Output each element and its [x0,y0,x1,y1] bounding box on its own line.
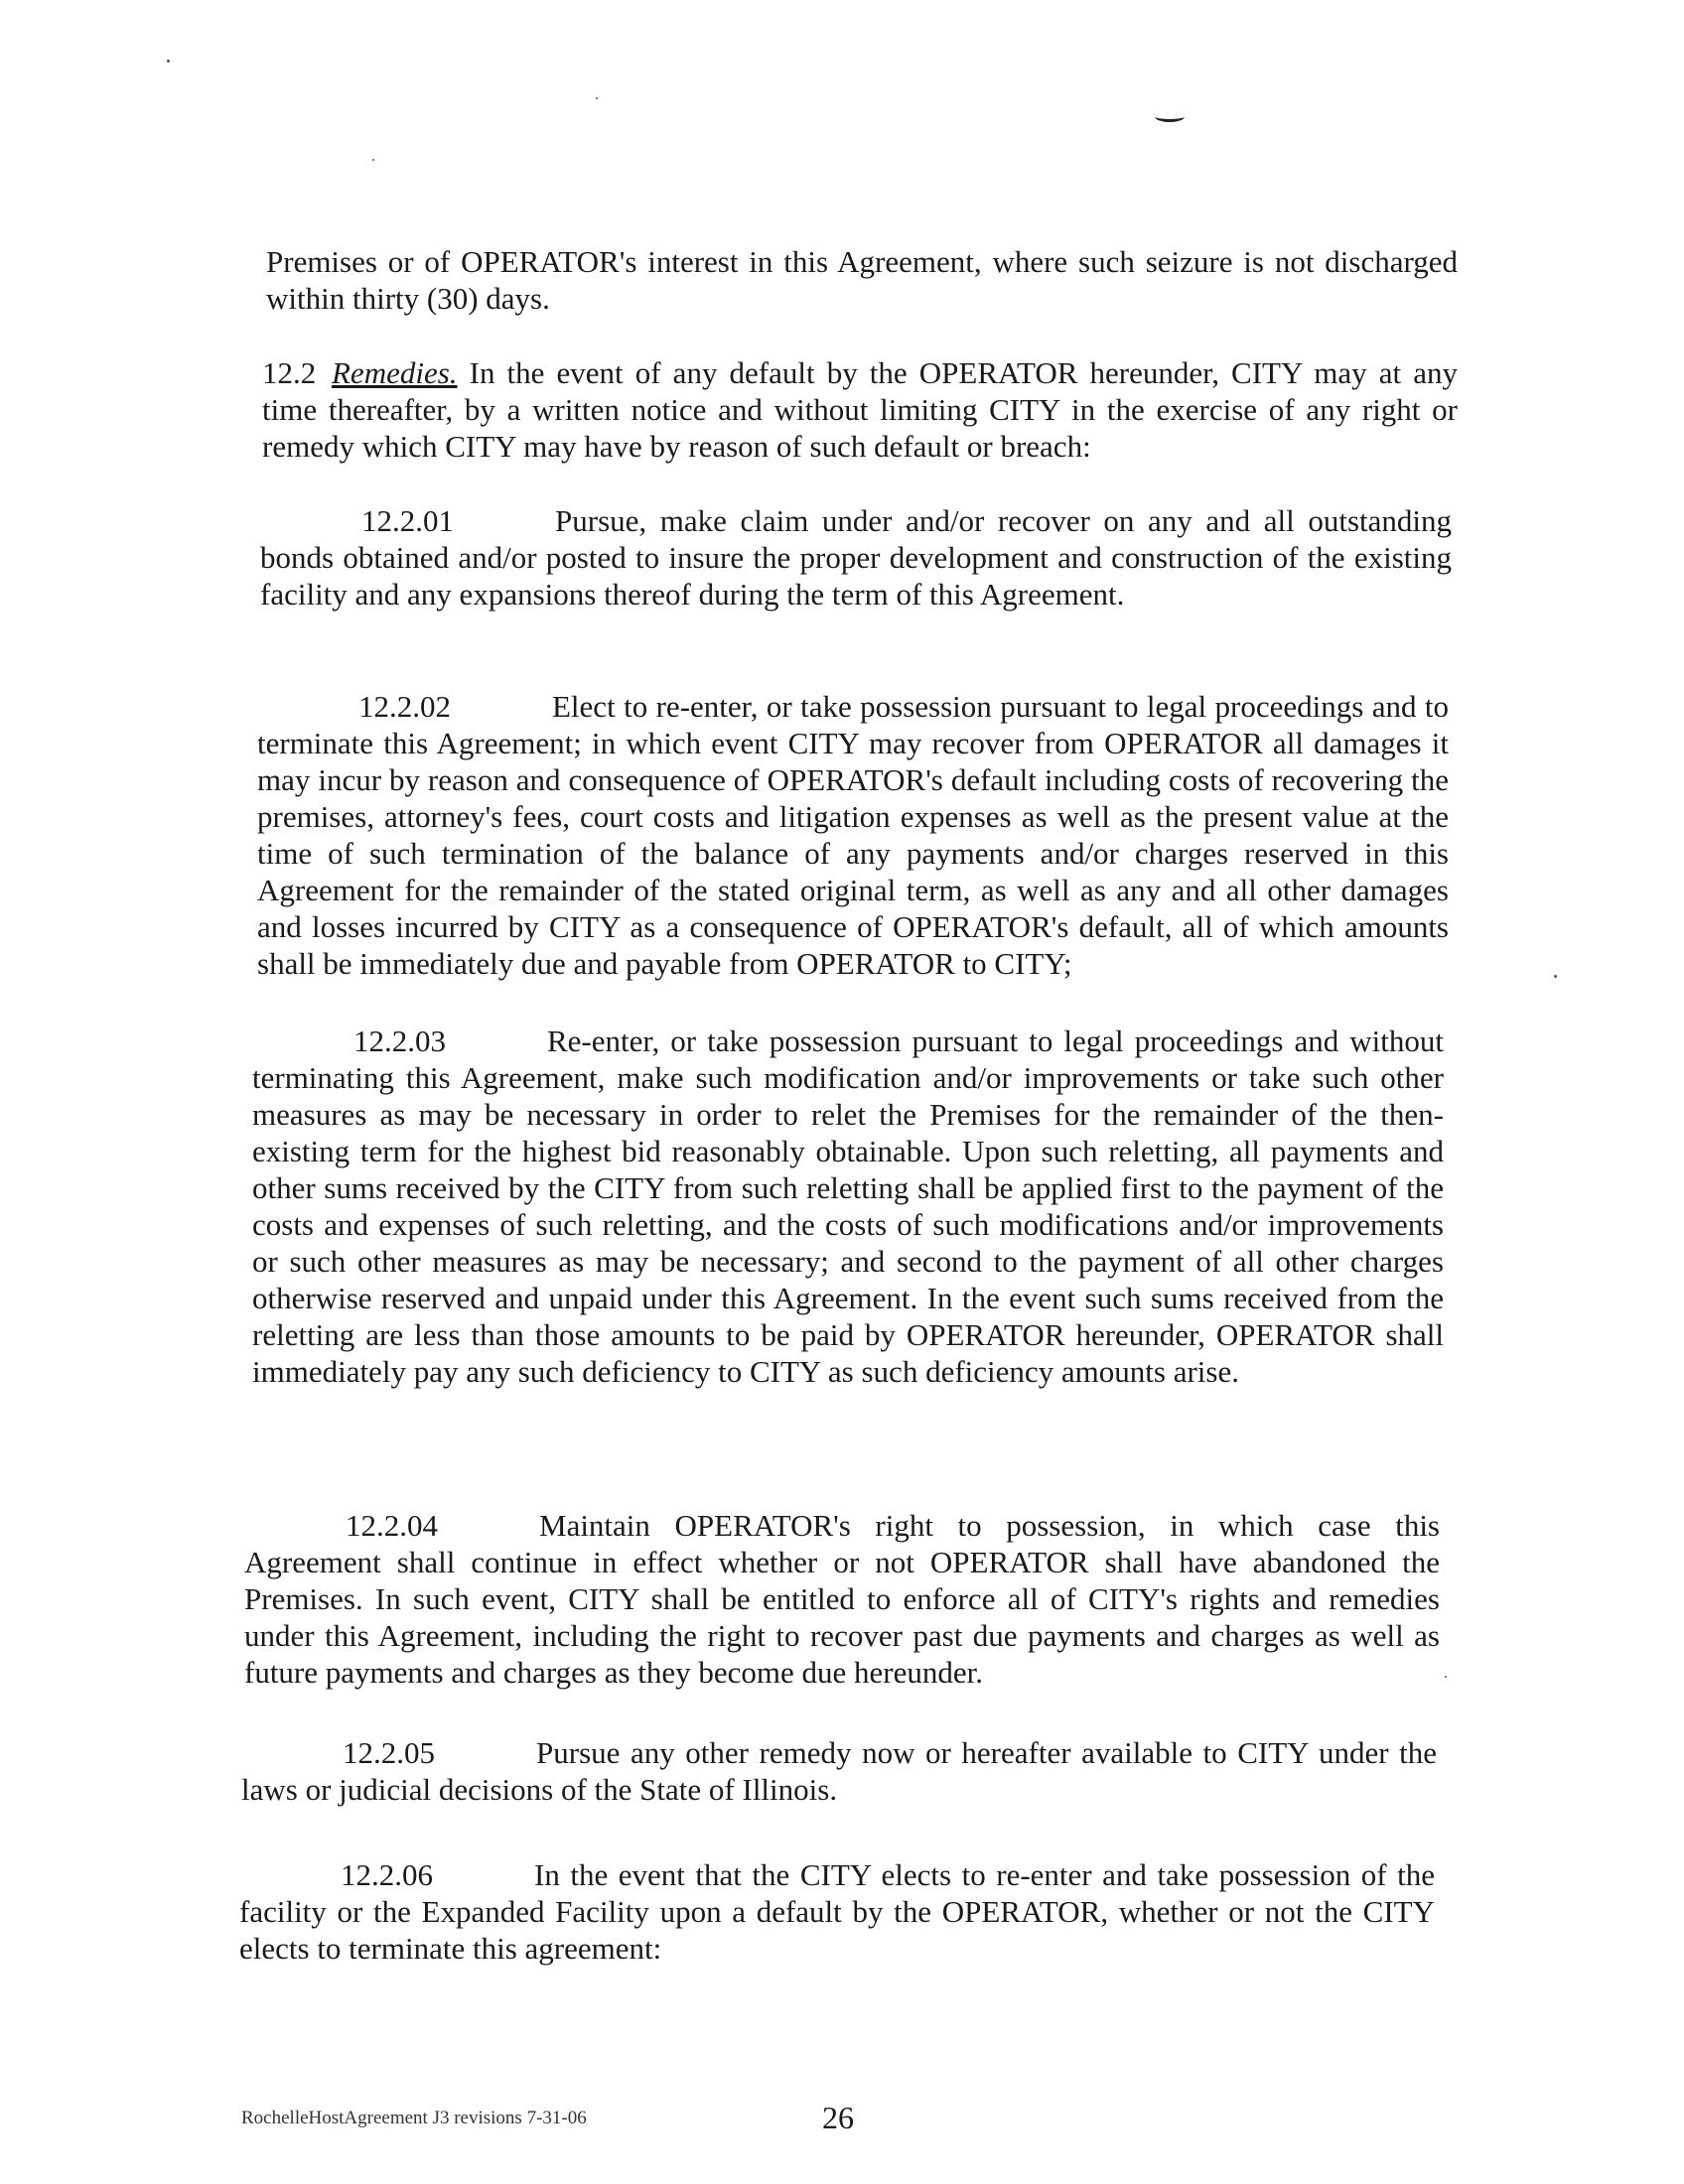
subsection-text: Elect to re-enter, or take possession pursuant to legal proceedings and to terminate this Agreement; in which event CITY may recover from OPERATOR all damages it may incur by reason and consequence of OPERATOR's default including costs of recovering the premises, attorney's fees, court costs and litigation expenses as well as the present value at the time of such termination of the balance of any payments and/or charges reserved in this Agreement for the remainder of the stated original term, as well as any and all other damages and losses incurred by CITY as a consequence of OPERATOR's default, all of which amounts shall be immediately due and payable from OPERATOR to CITY; [257,689,1449,981]
subsection-12-2-04 [244,1507,1440,1691]
scan-speck [596,97,598,99]
subsection-number: 12.2.06 [341,1857,433,1892]
subsection-number: 12.2.03 [353,1024,446,1058]
section-heading: Remedies. [332,355,458,390]
subsection-text: Re-enter, or take possession pursuant to legal proceedings and without terminating this Agreement, make such modification and/or improvements or take such other measures as may be necessary in order to relet the Premises for the remainder of the then-existing term for the highest bid reasonably obtainable. Upon such reletting, all payments and other sums received by the CITY from such reletting shall be applied first to the payment of the costs and expenses of such reletting, and the costs of such modifications and/or improvements or such other measures as may be necessary; and second to the payment of all other charges otherwise reserved and unpaid under this Agreement. In the event such sums received from the reletting are less than those amounts to be paid by OPERATOR hereunder, OPERATOR shall immediately pay any such deficiency to CITY as such deficiency amounts arise. [252,1024,1444,1389]
subsection-12-2-02 [257,688,1449,982]
subsection-text: Pursue any other remedy now or hereafter available to CITY under the laws or judicial decisions of the State of Illinois. [241,1735,1437,1807]
subsection-12-2-05 [241,1734,1437,1808]
scan-speck [372,159,374,161]
section-text: In the event of any default by the OPERATOR hereunder, CITY may at any time thereafter, by a written notice and without limiting CITY in the exercise of any right or remedy which CITY may have by reason of such default or breach: [262,355,1459,464]
continuation-paragraph: Premises or of OPERATOR's interest in this Agreement, where such seizure is not discharged within thirty (30) days. [266,244,1458,316]
subsection-number: 12.2.02 [358,689,451,724]
scan-mark [1155,111,1185,122]
subsection-text: Maintain OPERATOR's right to possession, in which case this Agreement shall continue in effect whether or not OPERATOR shall have abandoned the Premises. In such event, CITY shall be entitled to enforce all of CITY's rights and remedies under this Agreement, including the right to recover past due payments and charges as well as future payments and charges as they become due hereunder. [244,1508,1440,1690]
section-number: 12.2 [262,355,317,390]
section-12-2-paragraph [262,354,1458,465]
subsection-12-2-03 [252,1023,1444,1390]
page-number: 26 [822,2100,854,2135]
subsection-number: 12.2.04 [346,1508,438,1543]
scan-speck [1554,975,1557,978]
subsection-12-2-01 [260,502,1452,613]
subsection-12-2-06 [239,1856,1435,1967]
footer-document-id: RochelleHostAgreement J3 revisions 7-31-06 [241,2108,587,2128]
scan-speck [167,60,170,63]
subsection-number: 12.2.05 [343,1735,435,1770]
subsection-text: Pursue, make claim under and/or recover on any and all outstanding bonds obtained and/or posted to insure the proper development and construction of the existing facility and any expansions thereof during the term of this Agreement. [260,503,1452,612]
subsection-number: 12.2.01 [361,503,454,538]
scan-speck [1445,1676,1447,1678]
subsection-text: In the event that the CITY elects to re-enter and take possession of the facility or the Expanded Facility upon a default by the OPERATOR, whether or not the CITY elects to terminate this agreement: [239,1857,1435,1966]
